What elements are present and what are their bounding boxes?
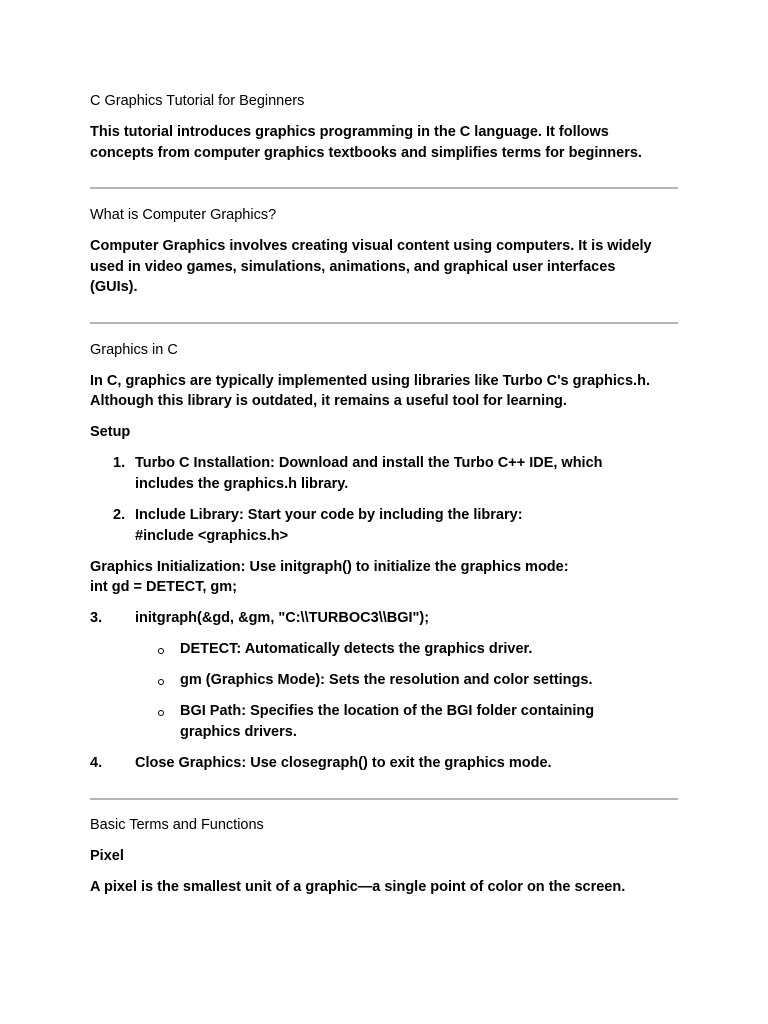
intro-line-2: concepts from computer graphics textbooks and simplifies terms for beginners. (90, 145, 642, 161)
section-divider (90, 798, 678, 800)
document-title: C Graphics Tutorial for Beginners (90, 93, 305, 109)
setup-item-4-text: Close Graphics: Use closegraph() to exit the graphics mode. (135, 755, 552, 771)
what-is-line-1: Computer Graphics involves creating visual content using computers. It is widely (90, 238, 652, 254)
list-number: 1. (113, 455, 126, 471)
bullet-detect: DETECT: Automatically detects the graphics driver. (180, 641, 533, 657)
pixel-text: A pixel is the smallest unit of a graphic—a single point of color on the screen. (90, 879, 626, 895)
init-line-2: int gd = DETECT, gm; (90, 579, 238, 595)
graphics-in-c-line-1: In C, graphics are typically implemented using libraries like Turbo C's graphics.h. (90, 373, 650, 389)
pixel-heading: Pixel (90, 848, 124, 864)
list-number: 4. (90, 755, 103, 771)
what-is-line-3: (GUIs). (90, 279, 138, 295)
setup-item-2-line-2: #include <graphics.h> (135, 528, 289, 544)
section-divider (90, 322, 678, 324)
bullet-bgi-line-1: BGI Path: Specifies the location of the BGI folder containing (180, 703, 595, 719)
section-heading-basic-terms: Basic Terms and Functions (90, 817, 264, 833)
section-divider (90, 187, 678, 189)
graphics-in-c-line-2: Although this library is outdated, it remains a useful tool for learning. (90, 393, 567, 409)
bullet-gm: gm (Graphics Mode): Sets the resolution and color settings. (180, 672, 593, 688)
setup-item-2-line-1: Include Library: Start your code by including the library: (135, 507, 523, 523)
setup-item-3-text: initgraph(&gd, &gm, "C:\\TURBOC3\\BGI"); (135, 610, 430, 626)
list-number: 2. (113, 507, 126, 523)
circle-bullet-icon (158, 648, 164, 654)
setup-heading: Setup (90, 424, 131, 440)
list-number: 3. (90, 610, 103, 626)
what-is-line-2: used in video games, simulations, animations, and graphical user interfaces (90, 259, 616, 275)
setup-item-1-line-1: Turbo C Installation: Download and install the Turbo C++ IDE, which (135, 455, 603, 471)
circle-bullet-icon (158, 710, 164, 716)
init-line-1: Graphics Initialization: Use initgraph() to initialize the graphics mode: (90, 559, 569, 575)
section-heading-graphics-in-c: Graphics in C (90, 342, 178, 358)
intro-line-1: This tutorial introduces graphics programming in the C language. It follows (90, 124, 609, 140)
circle-bullet-icon (158, 679, 164, 685)
bullet-bgi-line-2: graphics drivers. (180, 724, 297, 740)
section-heading-what-is: What is Computer Graphics? (90, 207, 277, 223)
setup-item-1-line-2: includes the graphics.h library. (135, 476, 349, 492)
